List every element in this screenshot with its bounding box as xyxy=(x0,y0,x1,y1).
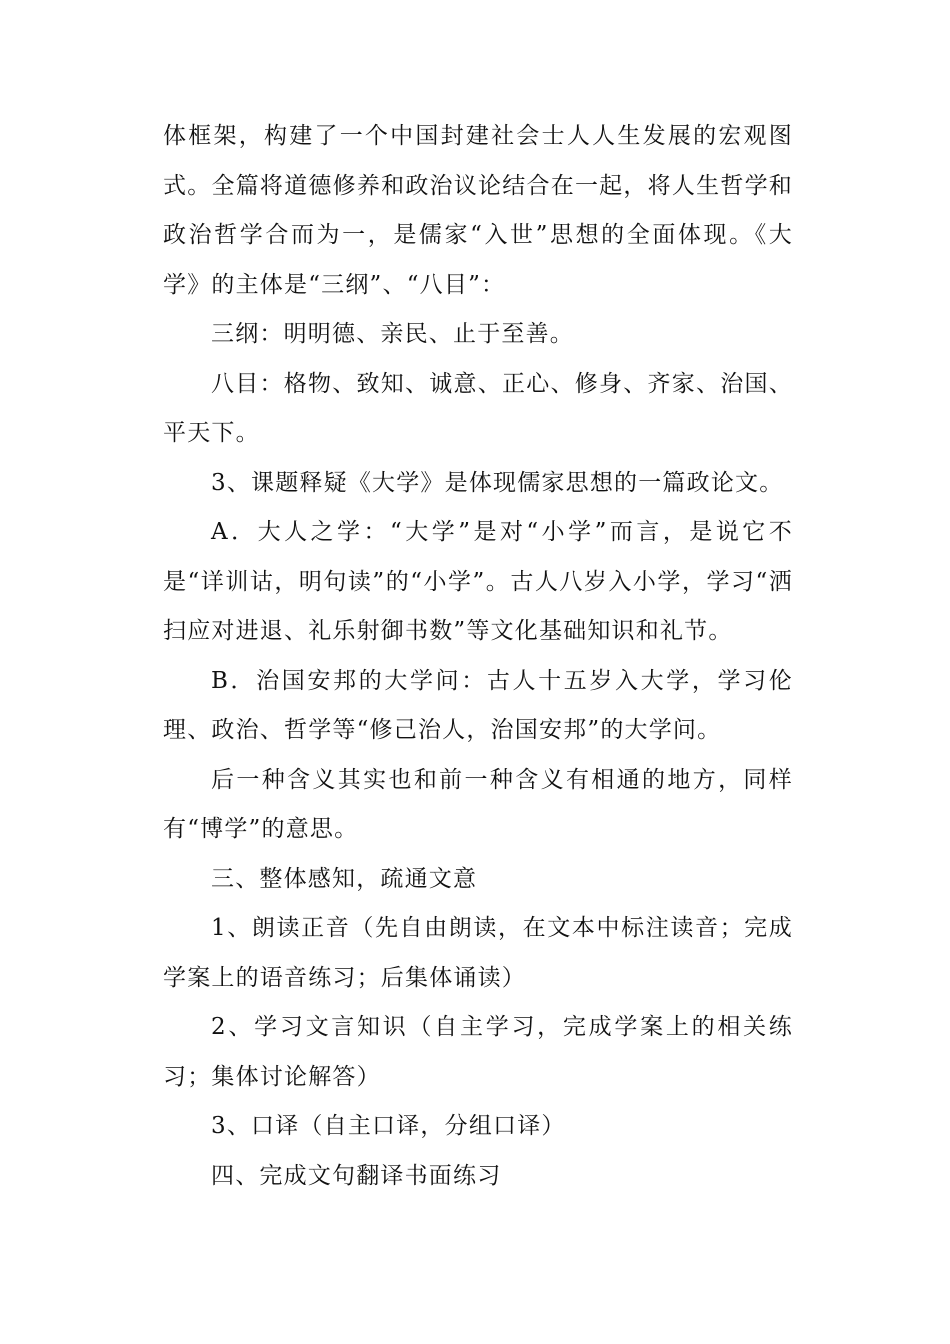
paragraph-step-classical-knowledge: 2、学习文言知识（自主学习，完成学案上的相关练习；集体讨论解答） xyxy=(163,1014,793,1090)
paragraph-meaning-relation: 后一种含义其实也和前一种含义有相通的地方，同样有“博学”的意思。 xyxy=(163,766,793,842)
section-heading-translation-exercise: 四、完成文句翻译书面练习 xyxy=(211,1162,502,1189)
paragraph-meaning-b: B．治国安邦的大学问：古人十五岁入大学，学习伦理、政治、哲学等“修己治人，治国安邦”的大学问。 xyxy=(163,667,793,743)
document-body xyxy=(163,112,793,1201)
paragraph-eight-items: 八目：格物、致知、诚意、正心、修身、齐家、治国、平天下。 xyxy=(163,370,793,446)
paragraph-meaning-a: A．大人之学：“大学”是对“小学”而言，是说它不是“详训诂，明句读”的“小学”。古人八岁入小学，学习“洒扫应对进退、礼乐射御书数”等文化基础知识和礼节。 xyxy=(163,519,793,644)
section-heading-overall-perception: 三、整体感知，疏通文意 xyxy=(211,865,478,892)
paragraph-three-principles: 三纲：明明德、亲民、止于至善。 xyxy=(211,321,574,347)
paragraph-step-reading: 1、朗读正音（先自由朗读，在文本中标注读音；完成学案上的语音练习；后集体诵读） xyxy=(163,915,793,991)
paragraph-framework: 体框架，构建了一个中国封建社会士人人生发展的宏观图式。全篇将道德修养和政治议论结合在一起，将人生哲学和政治哲学合而为一，是儒家“入世”思想的全面体现。《大学》的主体是“三纲”、“八目”： xyxy=(163,123,793,298)
paragraph-title-explanation: 3、课题释疑《大学》是体现儒家思想的一篇政论文。 xyxy=(211,469,784,496)
paragraph-step-oral-translation: 3、口译（自主口译，分组口译） xyxy=(211,1113,566,1139)
